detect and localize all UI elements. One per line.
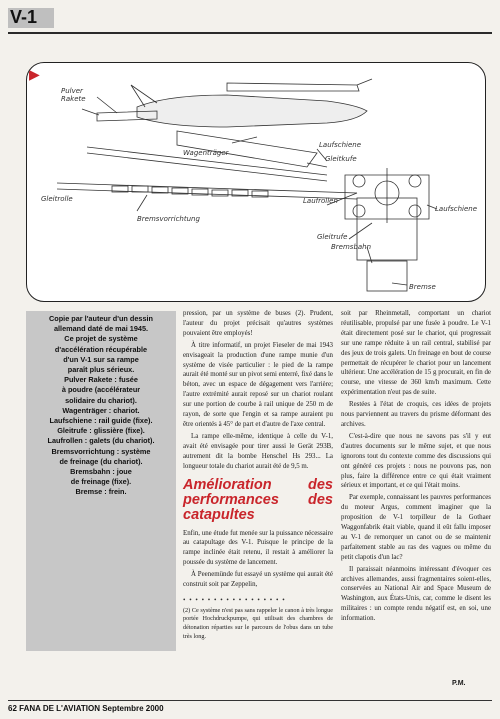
paragraph: Il paraissait néanmoins intéressant d'évoquer ces archives allemandes, aussi fragmentaires soient-elles, conservées au National Air and Space Museum de Washington, aux États-Unis, car, comme le disent les militaires : un compte rendu négatif est, en soi, une information. [341,565,491,623]
label-gleitrolle: Gleitrolle [41,195,73,203]
caption-line: Laufschiene : rail guide (fixe). [49,416,153,426]
paragraph: La rampe elle-même, identique à celle du V-1, avait été envisagée pour tirer aussi le Gerät 293B, autrement dit la bombe Henschel Hs 293... La longueur totale du chariot aurait été de 9,5 m. [183,432,333,470]
footer-rule [8,700,492,701]
article-column-2 [341,309,491,626]
caption-line: paraît plus sérieux. [67,365,135,375]
label-pulver: Pulver [61,87,83,95]
figure-caption [26,311,176,651]
caption-line: Wagenträger : chariot. [62,405,140,415]
label-laufschiene-side: Laufschiene [435,205,478,213]
paragraph: pression, par un système de buses (2). Prudent, l'auteur du projet précisait qu'autres systèmes pouvaient être employés! [183,310,333,337]
label-bremsvorrichtung: Bremsvorrichtung [137,215,200,223]
technical-drawing [26,62,486,302]
caption-line: Copie par l'auteur d'un dessin [48,314,154,323]
paragraph: À titre informatif, un projet Fieseler de mai 1943 envisageait la production d'une rampe munie d'un système de visée particulier : le pied de la rampe aurait été monté sur un pivot semi enterré, fixé dans le béton, avec un espace de dégagement vers l'arrière; l'autre extrémité aurait reposé sur un chariot roulant sur une portion de courbe à rail unique de 250 m de rayon, de sorte que l'engin et sa rampe auraient pu être orientés à 45° de part et d'autre de l'axe central. [183,341,333,428]
header-rule [8,32,492,34]
section-heading: Amélioration des performances des catapultes [183,476,333,523]
author-signature: P.M. [452,680,466,687]
caption-line: à poudre (accélérateur [61,385,141,395]
caption-line: Bremsbahn : joue [70,467,132,477]
paragraph: À Peenemünde fut essayé un système qui aurait été construit soit par Zeppelin, [183,571,333,589]
section-title: V-1 [10,7,38,27]
footnote: (2) Ce système n'est pas sans rappeler le canon à très longue portée Hochdruckpumpe, qui utilisait des chambres de détonation réparties sur le parcours de l'obus dans un tube très long. [183,606,333,640]
label-rakete: Rakete [61,95,86,103]
drawing-canvas [27,63,485,301]
caption-line: allemand daté de mai 1945. [53,324,149,334]
paragraph: Enfin, une étude fut menée sur la puissance nécessaire au catapultage des V-1. Puisque le principe de la rampe inclinée était retenu, il restait à améliorer la poussée du système de lancement. [183,529,333,567]
paragraph: C'est-à-dire que nous ne savons pas s'il y eut d'autres documents sur le même sujet, et que nous ignorons tout du contexte comme des discussions qui ont généré ces projets : nous ne pouvons pas, non plus, faire la différence entre ce qui était vraiment sérieux et important, et ce qui l'était moins. [341,432,491,490]
caption-line: Ce projet de système [64,334,138,344]
page-header [0,0,500,40]
caption-line: de freinage (fixe). [70,477,132,487]
caption-line: Laufrollen : galets (du chariot). [47,436,155,446]
label-wagentraeger: Wagenträger [183,149,229,157]
label-laufschiene-top: Laufschiene [319,141,362,149]
paragraph: Par exemple, connaissant les pauvres performances du moteur Argus, comment imaginer que la proposition de V-1 torpilleur de la Gothaer Waggonfabrik était viable, quand il eût fallu imposer au V-1 de remorquer un canot ou de se maintenir parfaitement stable au ras des vagues ou même du petit clapotis d'un lac? [341,494,491,561]
footer-text: 62 FANA DE L'AVIATION Septembre 2000 [8,704,164,713]
caption-line: Bremsvorrichtung : système [51,446,151,456]
article-column-1 [183,309,333,643]
page-footer [0,700,500,719]
caption-line: d'un V-1 sur sa rampe [63,354,139,364]
caption-line: Gleitrufe : glissière (fixe). [57,426,145,436]
paragraph: soit par Rheinmetall, comportant un chariot réutilisable, propulsé par une fusée à poudre. Le V-1 était directement posé sur le chariot, qui progressait sur une rampe réduite à un rail central, stabilisé par des jeux de trois galets. Un freinage en bout de course permettait de récupérer le chariot pour un lancement ultérieur. Une accélération de 15 g procurait, en fin de course, une vitesse de 360 km/h maximum. Cette expérimentation n'eut pas de suite. [341,310,491,397]
red-triangle-icon: ▶ [29,67,40,83]
paragraph: Restées à l'état de croquis, ces idées de projets nous parviennent au travers du prisme déformant des archives. [341,401,491,428]
label-bremse: Bremse [409,283,436,291]
caption-line: de freinage (du chariot). [59,456,143,466]
caption-line: solidaire du chariot). [65,395,137,405]
footnote-separator: • • • • • • • • • • • • • • • • • [183,595,286,604]
label-laufrollen: Laufrollen [303,197,338,205]
label-gleitkufe: Gleitkufe [325,155,357,163]
caption-line: d'accélération récupérable [54,344,148,354]
caption-line: Bremse : frein. [75,487,127,497]
label-gleitrufe: Gleitrufe [317,233,348,241]
label-bremsbahn: Bremsbahn [331,243,372,251]
caption-line: Pulver Rakete : fusée [64,375,138,385]
